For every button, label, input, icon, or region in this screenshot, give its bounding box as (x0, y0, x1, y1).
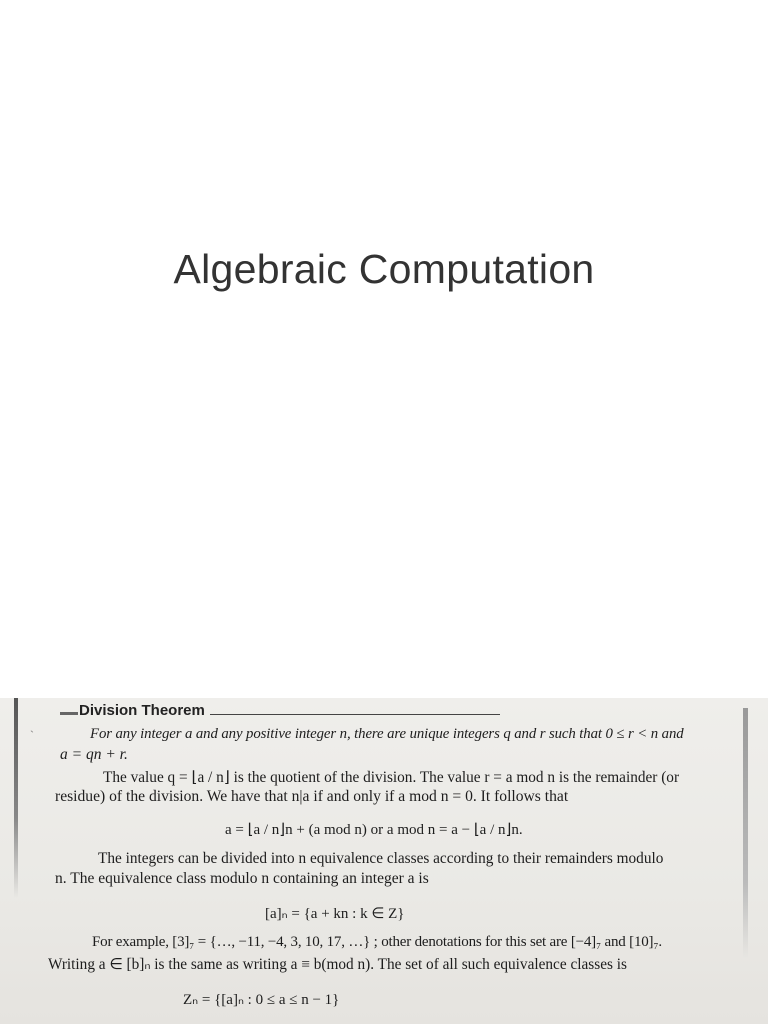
equation-zn: Zₙ = {[a]ₙ : 0 ≤ a ≤ n − 1} (183, 992, 340, 1008)
theorem-line-2: a = qn + r. (60, 746, 128, 763)
page-edge-shadow (743, 708, 748, 958)
paragraph-line-2: residue) of the division. We have that n|a if and only if a mod n = 0. It follows that (55, 788, 569, 805)
paragraph-line-3: The integers can be divided into n equivalence classes according to their remainders modulo (98, 850, 664, 867)
page-speck: ` (30, 728, 34, 742)
heading-dash (60, 712, 78, 715)
paragraph-line-5: For example, [3]₇ = {…, −11, −4, 3, 10, 17, …} ; other denotations for this set are [−4]₇ and [10]₇. (92, 934, 662, 950)
paragraph-line-4: n. The equivalence class modulo n containing an integer a is (55, 870, 429, 887)
equation-class: [a]ₙ = {a + kn : k ∈ Z} (265, 906, 405, 922)
heading-text: Division Theorem (79, 702, 205, 719)
paragraph-line-1: The value q = ⌊a / n⌋ is the quotient of the division. The value r = a mod n is the remainder (or (103, 769, 680, 786)
paragraph-line-6: Writing a ∈ [b]ₙ is the same as writing a ≡ b(mod n). The set of all such equivalence classes is (48, 956, 627, 973)
slide-title: Algebraic Computation (173, 246, 595, 292)
equation-mod: a = ⌊a / n⌋n + (a mod n) or a mod n = a − ⌊a / n⌋n. (225, 822, 523, 838)
page-edge-shadow (14, 698, 18, 898)
heading-rule (210, 714, 500, 715)
section-heading (60, 702, 460, 724)
theorem-line-1: For any integer a and any positive integer n, there are unique integers q and r such that 0 ≤ r < n and (90, 726, 684, 742)
book-page-photo (0, 698, 768, 1024)
